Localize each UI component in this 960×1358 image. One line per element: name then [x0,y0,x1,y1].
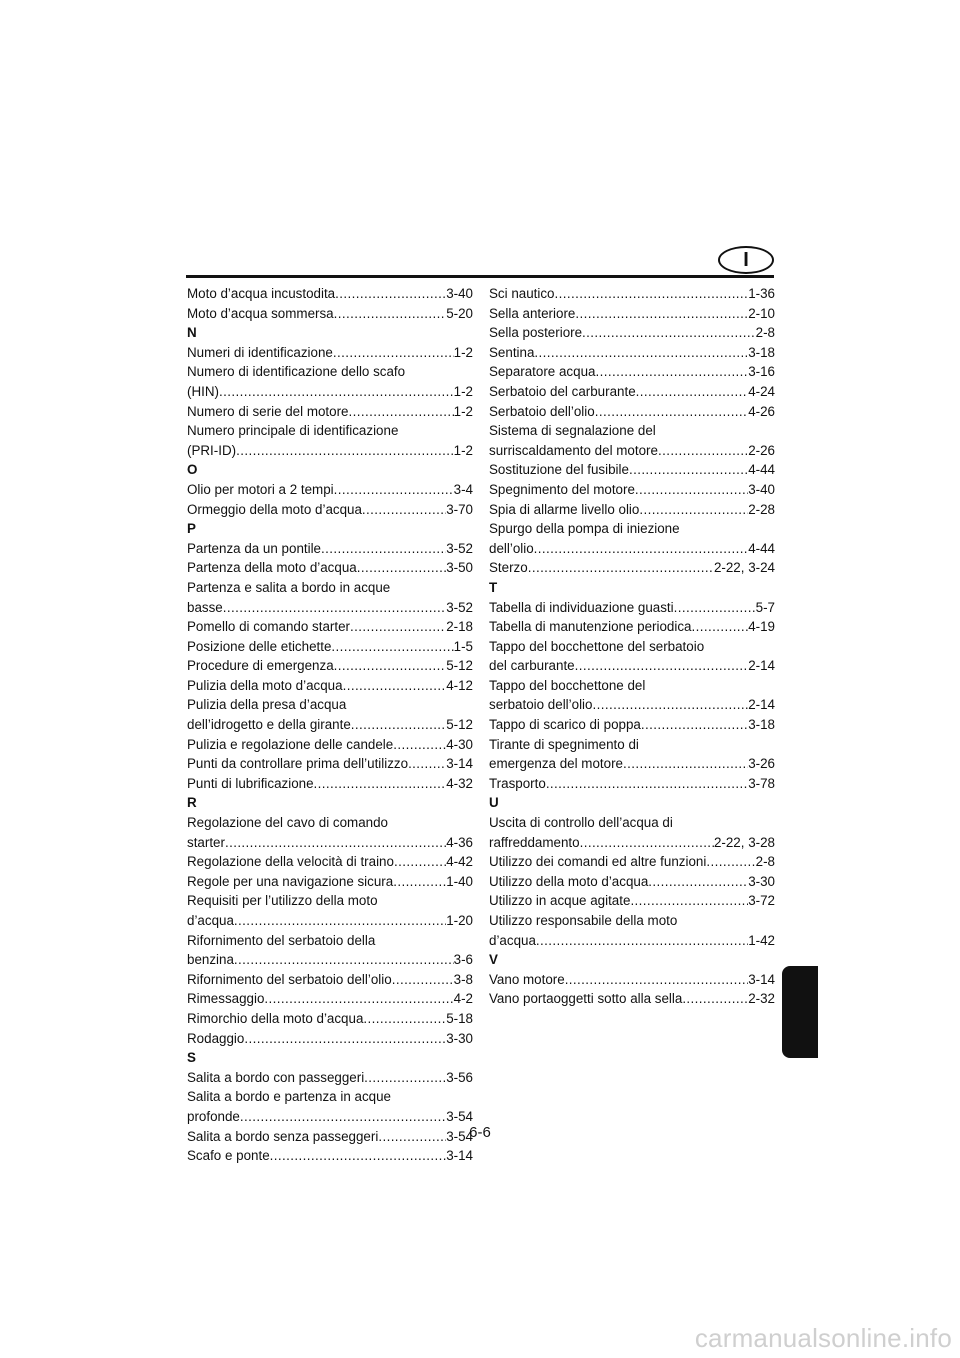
index-entry-text: Rodaggio [187,1030,245,1046]
index-entry-text: Pulizia e regolazione delle candele [187,736,394,752]
index-page-ref: 2-28 [748,501,775,517]
index-entry-text: profonde [187,1108,240,1124]
dot-leader [575,304,748,324]
index-entry-text-line: Requisiti per l’utilizzo della moto [187,893,378,909]
index-entry [489,284,775,304]
index-entry-text: Sella anteriore [489,305,576,321]
dot-leader [592,695,748,715]
dot-leader [595,362,748,382]
dot-leader [334,304,447,324]
index-entry [489,695,775,715]
watermark: carmanualsonline.info [694,1323,952,1353]
index-entry-text: Sci nautico [489,286,555,301]
dot-leader [349,402,454,422]
dot-leader [691,617,748,637]
index-entry-text: Scafo e ponte [187,1148,270,1164]
index-entry [187,1068,473,1088]
dot-leader [534,539,749,559]
index-entry-text: Rifornimento del serbatoio dell’olio [187,971,392,987]
index-entry-text: Salita a bordo con passeggeri [187,1069,365,1085]
language-badge: I [718,246,774,274]
dot-leader [219,382,454,402]
index-entry [187,656,473,676]
index-entry-text-line: Salita a bordo e partenza in acque [187,1089,391,1105]
dot-leader [639,500,748,520]
index-entry-text: Punti da controllare prima dell’utilizzo [187,756,409,772]
index-entry-text: basse [187,599,223,615]
index-entry [489,402,775,422]
index-entry [187,598,473,618]
index-page-ref: 3-54 [446,1128,473,1144]
dot-leader [393,872,446,892]
index-entry [489,598,775,618]
index-letter-heading: T [489,579,498,595]
header-rule [186,275,774,278]
index-entry-text: emergenza del motore [489,756,623,772]
index-page-ref: 5-7 [755,599,775,615]
index-entry [187,1146,473,1166]
dot-leader [314,774,447,794]
index-page-ref: 3-30 [446,1030,473,1046]
index-entry [187,852,473,872]
index-page-ref: 3-8 [453,971,473,987]
index-entry-text: Tappo di scarico di poppa [489,717,641,733]
dot-leader [244,1029,446,1049]
index-page-ref: 1-2 [453,403,473,419]
index-entry-text: Utilizzo dei comandi ed altre funzioni [489,854,707,870]
dot-leader [682,989,748,1009]
index-entry-text: d’acqua [187,913,234,928]
dot-leader [363,1009,446,1029]
dot-leader [408,754,446,774]
dot-leader [270,1146,447,1166]
index-entry-text: Sostituzione del fusibile [489,462,629,478]
dot-leader [536,931,748,951]
dot-leader [582,323,756,343]
index-entry-text-line: Uscita di controllo dell’acqua di [489,815,673,831]
index-entry-text: Salita a bordo senza passeggeri [187,1128,379,1144]
index-entry [187,539,473,559]
dot-leader [394,852,446,872]
index-page-ref: 4-30 [446,736,473,752]
index-entry [187,617,473,637]
index-entry-text-line: Tirante di spegnimento di [489,736,639,752]
index-entry [489,656,775,676]
index-letter-heading: V [489,952,498,968]
index-page-ref: 3-78 [748,775,775,791]
index-entry-text: Regole per una navigazione sicura [187,873,394,889]
dot-leader [321,539,446,559]
index-page-ref: 1-2 [453,383,473,399]
index-entry [489,989,775,1009]
index-entry [489,480,775,500]
dot-leader [362,500,446,520]
index-entry-text: Regolazione della velocità di traino [187,854,394,870]
page-number: 6-6 [469,1124,491,1141]
index-entry-text: Moto d’acqua sommersa [187,305,334,321]
index-page-ref: 2-32 [748,991,775,1007]
index-entry [489,558,775,578]
index-entry-text: del carburante [489,658,575,674]
index-page-ref: 4-24 [748,383,775,399]
index-entry-text: Spia di allarme livello olio [489,501,640,517]
index-entry [187,500,473,520]
index-page-ref: 3-4 [453,481,473,497]
dot-leader [225,833,446,853]
dot-leader [364,1068,446,1088]
index-page-ref: 2-18 [446,619,473,635]
index-page-ref: 2-26 [748,442,775,458]
dot-leader [630,891,748,911]
index-page-ref: 4-44 [748,462,775,478]
index-page-ref: 1-2 [453,344,473,360]
index-entry [489,362,775,382]
index-page-ref: 2-10 [748,305,775,321]
dot-leader [635,480,748,500]
index-entry-text: benzina [187,952,234,968]
index-page-ref: 3-72 [748,893,775,909]
index-page-ref: 4-36 [446,834,473,850]
index-page-ref: 3-40 [748,481,775,497]
dot-leader [658,441,748,461]
index-entry [489,852,775,872]
index-entry [489,754,775,774]
dot-leader [334,656,447,676]
index-entry-text: Trasporto [489,775,546,791]
index-entry [187,774,473,794]
index-entry-text: Utilizzo della moto d’acqua [489,873,649,889]
dot-leader [343,676,447,696]
index-page-ref: 4-32 [446,775,473,791]
index-entry-text: d’acqua [489,932,536,948]
dot-leader [623,754,748,774]
index-entry-text: serbatoio dell’olio [489,697,593,713]
index-column-right [489,284,775,1009]
index-entry-text: Olio per motori a 2 tempi [187,481,334,497]
chapter-tab [782,966,818,1058]
index-entry-text-line: Pulizia della presa d’acqua [187,697,347,713]
index-page-ref: 1-40 [446,873,473,889]
index-entry [489,539,775,559]
index-page-ref: 5-12 [446,658,473,674]
index-entry [489,500,775,520]
index-entry-text: Sterzo [489,560,528,576]
index-entry-text-line: Numero principale di identificazione [187,423,399,439]
index-entry-text: Serbatoio dell’olio [489,403,595,419]
index-entry-text: Posizione delle etichette [187,638,332,654]
index-entry [489,774,775,794]
dot-leader [595,402,748,422]
index-page-ref: 5-20 [446,305,473,321]
index-entry-text: Tabella di manutenzione periodica [489,619,692,635]
index-entry [187,735,473,755]
index-entry-text: Sella posteriore [489,325,583,341]
index-entry [489,931,775,951]
index-entry [187,715,473,735]
index-letter-heading: O [187,462,198,478]
index-entry-text: (PRI-ID) [187,442,237,458]
index-entry [489,460,775,480]
index-entry [489,715,775,735]
index-entry-text: Numeri di identificazione [187,344,333,360]
index-entry-text-line: Sistema di segnalazione del [489,423,656,439]
index-entry [187,1029,473,1049]
index-entry-text-line: Utilizzo responsabile della moto [489,913,678,928]
index-entry-text: starter [187,834,225,850]
index-entry-text: raffreddamento [489,834,580,850]
index-entry-text: Utilizzo in acque agitate [489,893,631,909]
index-page-ref: 2-14 [748,697,775,713]
index-entry [187,343,473,363]
index-page-ref: 1-2 [453,442,473,458]
index-page-ref: 4-44 [748,540,775,556]
index-page-ref: 3-14 [748,971,775,987]
dot-leader [565,970,749,990]
index-entry [489,343,775,363]
index-entry-text: Vano portaoggetti sotto alla sella [489,991,683,1007]
index-letter-heading: P [187,521,196,537]
index-page-ref: 3-18 [748,717,775,733]
index-entry [187,950,473,970]
dot-leader [331,637,453,657]
index-letter-heading: S [187,1050,196,1066]
index-page-ref: 2-8 [755,325,775,341]
dot-leader [351,715,446,735]
dot-leader [234,950,454,970]
dot-leader [528,558,714,578]
index-entry [489,323,775,343]
index-entry-text: Tabella di individuazione guasti [489,599,674,615]
index-entry [489,304,775,324]
index-entry [489,617,775,637]
index-page-ref: 4-42 [446,854,473,870]
index-column-left [187,284,473,1166]
index-page-ref: 3-16 [748,364,775,380]
index-entry-text: Ormeggio della moto d’acqua [187,501,362,517]
index-entry [187,911,473,931]
index-entry-text-line: Spurgo della pompa di iniezione [489,521,680,537]
dot-leader [333,343,454,363]
index-entry-text: Serbatoio del carburante [489,383,636,399]
index-page-ref: 3-14 [446,1148,473,1164]
index-page-ref: 1-20 [446,913,473,928]
index-entry-text: Moto d’acqua incustodita [187,286,336,301]
index-page-ref: 5-18 [446,1010,473,1026]
index-entry-text-line: Tappo del bocchettone del serbatoio [489,638,705,654]
index-entry [187,402,473,422]
index-page-ref: 3-52 [446,599,473,615]
index-entry-text: Rimessaggio [187,991,265,1007]
index-entry-text: Numero di serie del motore [187,403,349,419]
index-entry [187,989,473,1009]
index-entry [489,382,775,402]
index-page-ref: 3-26 [748,756,775,772]
index-entry-text-line: Regolazione del cavo di comando [187,815,388,831]
index-page-ref: 3-6 [453,952,473,968]
index-entry-text: Procedure di emergenza [187,658,334,674]
index-page-ref: 1-5 [453,638,473,654]
index-entry-text: Spegnimento del motore [489,481,635,497]
index-page-ref: 3-14 [446,756,473,772]
dot-leader [555,284,749,304]
index-page-ref: 3-40 [446,286,473,301]
index-letter-heading: R [187,795,197,811]
index-entry-text: dell’idrogetto e della girante [187,717,351,733]
index-entry [489,891,775,911]
index-entry [187,480,473,500]
index-page-ref: 3-50 [446,560,473,576]
dot-leader [234,911,446,931]
dot-leader [636,382,749,402]
index-entry [187,637,473,657]
index-entry-text: Partenza della moto d’acqua [187,560,357,576]
index-page-ref: 2-14 [748,658,775,674]
index-entry-text: Pomello di comando starter [187,619,350,635]
index-letter-heading: N [187,325,197,341]
index-entry [489,970,775,990]
index-entry [187,382,473,402]
index-entry [187,833,473,853]
index-entry [489,833,775,853]
index-page-ref: 3-54 [446,1108,473,1124]
index-page-ref: 3-56 [446,1069,473,1085]
index-entry [187,284,473,304]
index-page-ref: 4-26 [748,403,775,419]
dot-leader [641,715,748,735]
index-entry-text: Sentina [489,344,535,360]
dot-leader [575,656,749,676]
index-entry [187,558,473,578]
index-entry-text: Punti di lubrificazione [187,775,314,791]
index-entry [187,754,473,774]
dot-leader [357,558,446,578]
dot-leader [264,989,453,1009]
index-page-ref: 4-19 [748,619,775,635]
index-entry-text-line: Partenza e salita a bordo in acque [187,579,391,595]
index-page-ref: 3-30 [748,873,775,889]
index-page-ref: 2-22, 3-28 [713,834,775,850]
index-page-ref: 3-52 [446,540,473,556]
index-entry-text: Rimorchio della moto d’acqua [187,1010,364,1026]
index-entry [489,441,775,461]
dot-leader [534,343,748,363]
index-entry-text: Separatore acqua [489,364,596,380]
dot-leader [580,833,714,853]
index-page-ref: 2-22, 3-24 [713,560,775,576]
index-page-ref: 5-12 [446,717,473,733]
dot-leader [236,441,454,461]
dot-leader [350,617,446,637]
dot-leader [335,284,446,304]
index-entry-text: Partenza da un pontile [187,540,322,556]
index-page-ref: 3-70 [446,501,473,517]
index-entry [187,1009,473,1029]
dot-leader [674,598,756,618]
index-entry [187,872,473,892]
index-entry [187,304,473,324]
index-entry-text: dell’olio [489,540,534,556]
index-entry [187,970,473,990]
dot-leader [334,480,454,500]
index-page-ref: 4-12 [446,677,473,693]
index-entry [187,441,473,461]
index-entry-text: Vano motore [489,971,565,987]
index-entry-text-line: Numero di identificazione dello scafo [187,364,406,380]
index-page-ref: 1-36 [748,286,775,301]
dot-leader [223,598,446,618]
index-letter-heading: U [489,795,499,811]
index-page-ref: 4-2 [453,991,473,1007]
index-entry-text: (HIN) [187,383,219,399]
index-entry [489,872,775,892]
index-page-ref: 3-18 [748,344,775,360]
index-page-ref: 1-42 [748,932,775,948]
index-entry-text-line: Rifornimento del serbatoio della [187,932,376,948]
dot-leader [629,460,748,480]
dot-leader [706,852,755,872]
index-entry-text: Pulizia della moto d’acqua [187,677,343,693]
dot-leader [392,970,454,990]
index-entry-text-line: Tappo del bocchettone del [489,677,646,693]
dot-leader [546,774,748,794]
index-entry [187,676,473,696]
index-entry-text: surriscaldamento del motore [489,442,658,458]
dot-leader [648,872,748,892]
index-page-ref: 2-8 [755,854,775,870]
dot-leader [393,735,446,755]
